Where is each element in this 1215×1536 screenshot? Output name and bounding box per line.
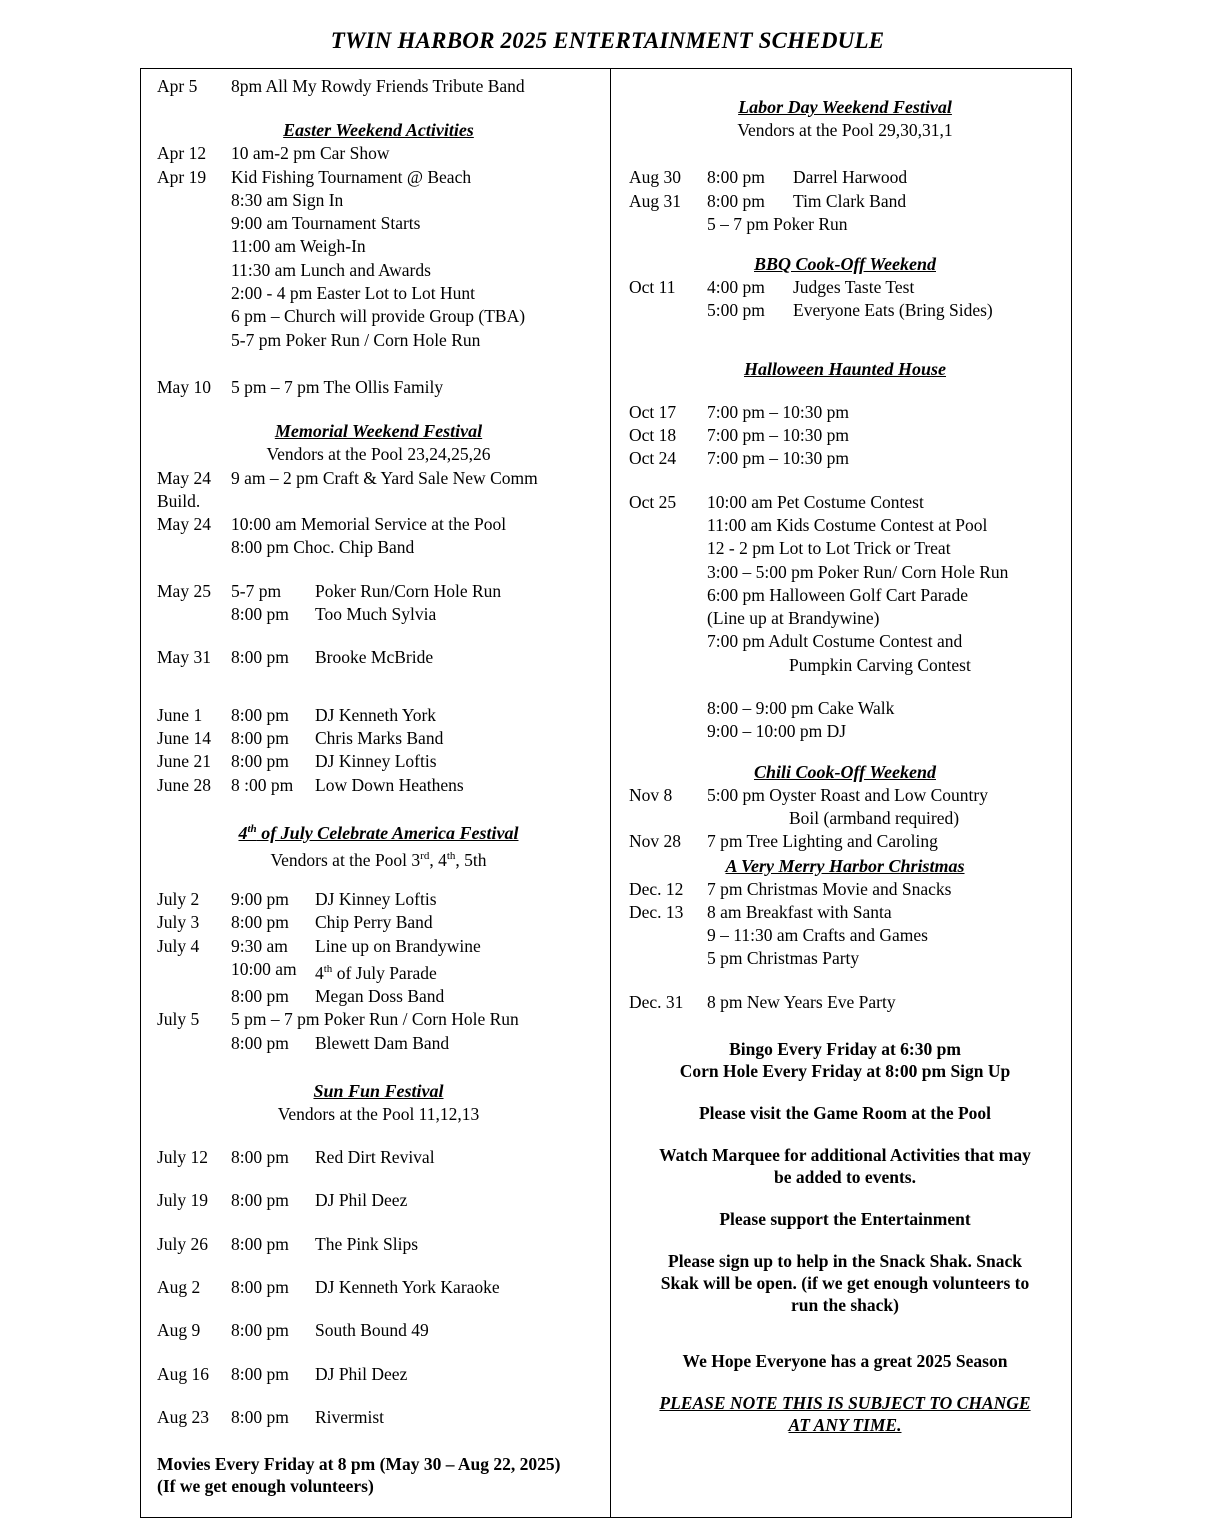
event-time: 8:00 pm [231,704,289,725]
event-time: 8:00 pm [231,1147,289,1168]
event-date: May 10 [157,376,211,397]
event-text: Brooke McBride [315,647,434,668]
event-date: Dec. 31 [629,991,684,1012]
event-subline: 11:00 am Kids Costume Contest at Pool [707,514,988,535]
event-subline: 12 - 2 pm Lot to Lot Trick or Treat [707,538,951,559]
event-time: 5:00 pm [707,300,765,321]
movies-note-line2: (If we get enough volunteers) [157,1476,374,1497]
event-row [157,1146,600,1169]
event-row [157,888,600,911]
event-text: 10:00 am Memorial Service at the Pool [231,514,507,535]
event-text: 7:00 pm – 10:30 pm [707,401,849,422]
event-text: Poker Run/Corn Hole Run [315,580,502,601]
event-date: Aug 16 [157,1363,210,1384]
event-time: 8:00 pm [231,1277,289,1298]
subject-to-change-line2: AT ANY TIME. [788,1415,902,1436]
event-date: Aug 31 [629,190,682,211]
section-vendors-memorial: Vendors at the Pool 23,24,25,26 [266,444,491,465]
event-row [157,935,600,958]
section-heading-july4-text: 4 [238,822,248,843]
event-date: May 25 [157,580,211,601]
event-row [629,276,1061,299]
season-note: We Hope Everyone has a great 2025 Season [682,1351,1008,1372]
event-text: 10 am-2 pm Car Show [231,143,390,164]
event-text: Rivermist [315,1406,385,1427]
event-date: Aug 2 [157,1277,201,1298]
event-text: DJ Kinney Loftis [315,888,437,909]
event-date: May 24 [157,467,211,488]
event-subline: 6:00 pm Halloween Golf Cart Parade [707,584,968,605]
event-text: Kid Fishing Tournament @ Beach [231,166,472,187]
event-text: Chris Marks Band [315,727,444,748]
event-subline: 8:00 pm Choc. Chip Band [231,537,415,558]
event-row [157,75,600,98]
event-text: 8pm All My Rowdy Friends Tribute Band [231,76,525,96]
event-row [157,646,600,669]
ordinal-suffix: th [247,822,257,835]
event-row [157,985,600,1008]
marquee-note-line2: be added to events. [774,1167,916,1188]
event-row [629,166,1061,189]
event-text: Chip Perry Band [315,912,433,933]
event-subline: 5 – 7 pm Poker Run [707,213,848,234]
event-row [629,991,1061,1014]
event-text: 9 am – 2 pm Craft & Yard Sale New Comm [231,467,538,488]
section-heading-labor-day: Labor Day Weekend Festival [738,97,952,117]
event-text: 8 pm New Years Eve Party [707,991,896,1012]
event-text: DJ Kinney Loftis [315,751,437,772]
event-date: Oct 25 [629,491,677,512]
schedule-table [140,68,1072,1518]
event-row [157,513,600,536]
event-time: 8:00 pm [231,1320,289,1341]
event-time: 8:00 pm [231,985,289,1006]
event-date-blank [629,299,707,322]
event-row [157,467,600,490]
right-column [611,69,1071,1517]
event-date: Nov 28 [629,831,682,852]
event-row [629,190,1061,213]
event-row [629,830,1061,853]
event-text: South Bound 49 [315,1320,429,1341]
event-subline: 2:00 - 4 pm Easter Lot to Lot Hunt [231,283,475,304]
section-vendors-sunfun: Vendors at the Pool 11,12,13 [277,1103,480,1124]
event-date: Oct 24 [629,448,677,469]
event-row [157,1276,600,1299]
event-date: Apr 19 [157,166,207,187]
event-text: 7 pm Tree Lighting and Caroling [707,831,938,852]
event-subline: 9 – 11:30 am Crafts and Games [707,925,928,946]
event-date: Oct 18 [629,425,677,446]
event-time: 5-7 pm [231,580,282,601]
snack-note-line1: Please sign up to help in the Snack Shak. Snack [668,1251,1022,1272]
event-subline: 6 pm – Church will provide Group (TBA) [231,306,526,327]
event-date: July 12 [157,1147,209,1168]
event-row [157,727,600,750]
event-row [157,750,600,773]
event-date: July 19 [157,1190,209,1211]
event-time: 8 :00 pm [231,774,294,795]
event-date: July 2 [157,888,200,909]
event-subline: 9:00 am Tournament Starts [231,213,421,234]
event-subline: 8:30 am Sign In [231,189,344,210]
event-row [157,704,600,727]
event-date-blank [157,958,231,985]
event-row [629,401,1061,424]
event-subline: 3:00 – 5:00 pm Poker Run/ Corn Hole Run [707,561,1009,582]
marquee-note-line1: Watch Marquee for additional Activities that may [659,1145,1031,1166]
event-row [157,774,600,797]
event-text: Line up on Brandywine [315,935,481,956]
event-time: 8:00 pm [707,167,765,188]
event-row [157,580,600,603]
event-time: 10:00 am [231,958,297,979]
event-time: 8:00 pm [231,647,289,668]
event-date-blank [157,603,231,626]
event-text: DJ Kenneth York Karaoke [315,1277,500,1298]
event-text: Tim Clark Band [793,190,907,211]
event-text: Red Dirt Revival [315,1147,435,1168]
event-text: DJ Phil Deez [315,1190,408,1211]
event-text: 7:00 pm – 10:30 pm [707,448,849,469]
section-heading-july4-rest: of July Celebrate America Festival [256,822,519,843]
event-text: Too Much Sylvia [315,604,437,625]
event-subline: 7:00 pm Adult Costume Contest and [707,631,963,652]
game-room-note: Please visit the Game Room at the Pool [698,1103,992,1124]
event-time: 8:00 pm [707,190,765,211]
event-date: July 4 [157,935,200,956]
event-date: May 24 [157,514,211,535]
event-text: Everyone Eats (Bring Sides) [793,300,993,321]
event-text: 7 pm Christmas Movie and Snacks [707,878,952,899]
snack-note-line3: run the shack) [791,1295,899,1316]
event-subline: 9:00 – 10:00 pm DJ [707,721,847,742]
event-subline: 11:00 am Weigh-In [231,236,366,257]
event-subline: Boil (armband required) [789,807,960,828]
event-time: 4:00 pm [707,277,765,298]
event-text: 5 pm – 7 pm Poker Run / Corn Hole Run [231,1009,519,1030]
event-row [157,1319,600,1342]
event-text: DJ Phil Deez [315,1363,408,1384]
event-date: Aug 23 [157,1406,210,1427]
section-heading-easter: Easter Weekend Activities [283,120,474,141]
section-heading-christmas: A Very Merry Harbor Christmas [725,855,965,876]
event-time: 8:00 pm [231,1233,289,1254]
event-row [157,1233,600,1256]
event-date: July 3 [157,912,200,933]
event-time: 9:30 am [231,935,288,956]
snack-note-line2: Skak will be open. (if we get enough volunteers to [660,1273,1030,1294]
event-date-blank [157,985,231,1008]
bingo-note-line2: Corn Hole Every Friday at 8:00 pm Sign Up [679,1061,1011,1082]
event-wrap-line: Build. [157,490,201,511]
event-date: Dec. 12 [629,878,684,899]
section-vendors-july4: Vendors at the Pool 3rd, 4th, 5th [270,849,487,870]
event-row [157,166,600,189]
event-text: Darrel Harwood [793,167,908,188]
event-subline: 5 pm Christmas Party [707,948,860,969]
event-date: July 5 [157,1009,200,1030]
event-subline: Pumpkin Carving Contest [789,654,971,675]
event-date: June 14 [157,727,211,748]
event-time: 8:00 pm [231,1363,289,1384]
event-date-blank [157,1032,231,1055]
support-note: Please support the Entertainment [719,1209,971,1230]
event-row [157,376,600,399]
event-row [157,958,600,985]
section-heading-chili: Chili Cook-Off Weekend [753,761,936,782]
event-text: 4th of July Parade [315,962,437,983]
event-row [629,784,1061,807]
event-date: Dec. 13 [629,901,684,922]
event-text: Judges Taste Test [793,277,915,298]
event-subline: (Line up at Brandywine) [707,608,880,629]
event-subline: 8:00 – 9:00 pm Cake Walk [707,698,895,719]
event-row [157,1406,600,1429]
section-heading-july4 [157,817,600,845]
section-heading-halloween: Halloween Haunted House [743,358,947,379]
event-row [157,142,600,165]
event-row [157,1363,600,1386]
event-date: June 1 [157,704,203,725]
event-row [629,299,1061,322]
event-text: 5 pm – 7 pm The Ollis Family [231,376,444,397]
event-subline: 5-7 pm Poker Run / Corn Hole Run [231,329,481,350]
bingo-note-line1: Bingo Every Friday at 6:30 pm [729,1039,961,1060]
event-row [157,1008,600,1031]
event-row [157,1032,600,1055]
event-date: June 28 [157,774,211,795]
event-text: 7:00 pm – 10:30 pm [707,425,849,446]
subject-to-change-line1: PLEASE NOTE THIS IS SUBJECT TO CHANGE [659,1393,1031,1414]
left-column [141,69,611,1517]
event-date: June 21 [157,751,211,772]
event-text: Megan Doss Band [315,985,445,1006]
event-time: 9:00 pm [231,888,289,909]
event-date: Apr 5 [157,76,198,96]
event-row [629,491,1061,514]
event-text: 5:00 pm Oyster Roast and Low Country [707,784,988,805]
section-heading-sunfun: Sun Fun Festival [313,1080,444,1101]
event-row [157,911,600,934]
event-time: 8:00 pm [231,604,289,625]
event-text: Low Down Heathens [315,774,464,795]
event-date: May 31 [157,647,211,668]
event-row [629,878,1061,901]
event-text: Blewett Dam Band [315,1032,450,1053]
event-date: Apr 12 [157,143,207,164]
page-title: TWIN HARBOR 2025 ENTERTAINMENT SCHEDULE [330,28,885,53]
event-time: 8:00 pm [231,1190,289,1211]
event-time: 8:00 pm [231,912,289,933]
event-time: 8:00 pm [231,1032,289,1053]
section-heading-bbq: BBQ Cook-Off Weekend [754,254,936,275]
event-date: July 26 [157,1233,209,1254]
event-date: Nov 8 [629,784,673,805]
event-time: 8:00 pm [231,1406,289,1427]
event-time: 8:00 pm [231,727,289,748]
event-time: 8:00 pm [231,751,289,772]
movies-note-line1: Movies Every Friday at 8 pm (May 30 – Aug 22, 2025) [157,1454,561,1475]
event-text: DJ Kenneth York [315,704,437,725]
event-subline: 11:30 am Lunch and Awards [231,259,431,280]
event-text: 10:00 am Pet Costume Contest [707,491,924,512]
event-date: Oct 17 [629,401,677,422]
event-date: Oct 11 [629,277,676,298]
event-date: Aug 30 [629,167,682,188]
event-row [157,1189,600,1212]
event-row [157,603,600,626]
event-row [629,901,1061,924]
section-heading-memorial: Memorial Weekend Festival [274,421,483,442]
event-date: Aug 9 [157,1320,201,1341]
event-text: The Pink Slips [315,1233,419,1254]
event-row [629,447,1061,470]
section-vendors-labor-day: Vendors at the Pool 29,30,31,1 [737,120,953,140]
event-row [629,424,1061,447]
event-text: 8 am Breakfast with Santa [707,901,892,922]
